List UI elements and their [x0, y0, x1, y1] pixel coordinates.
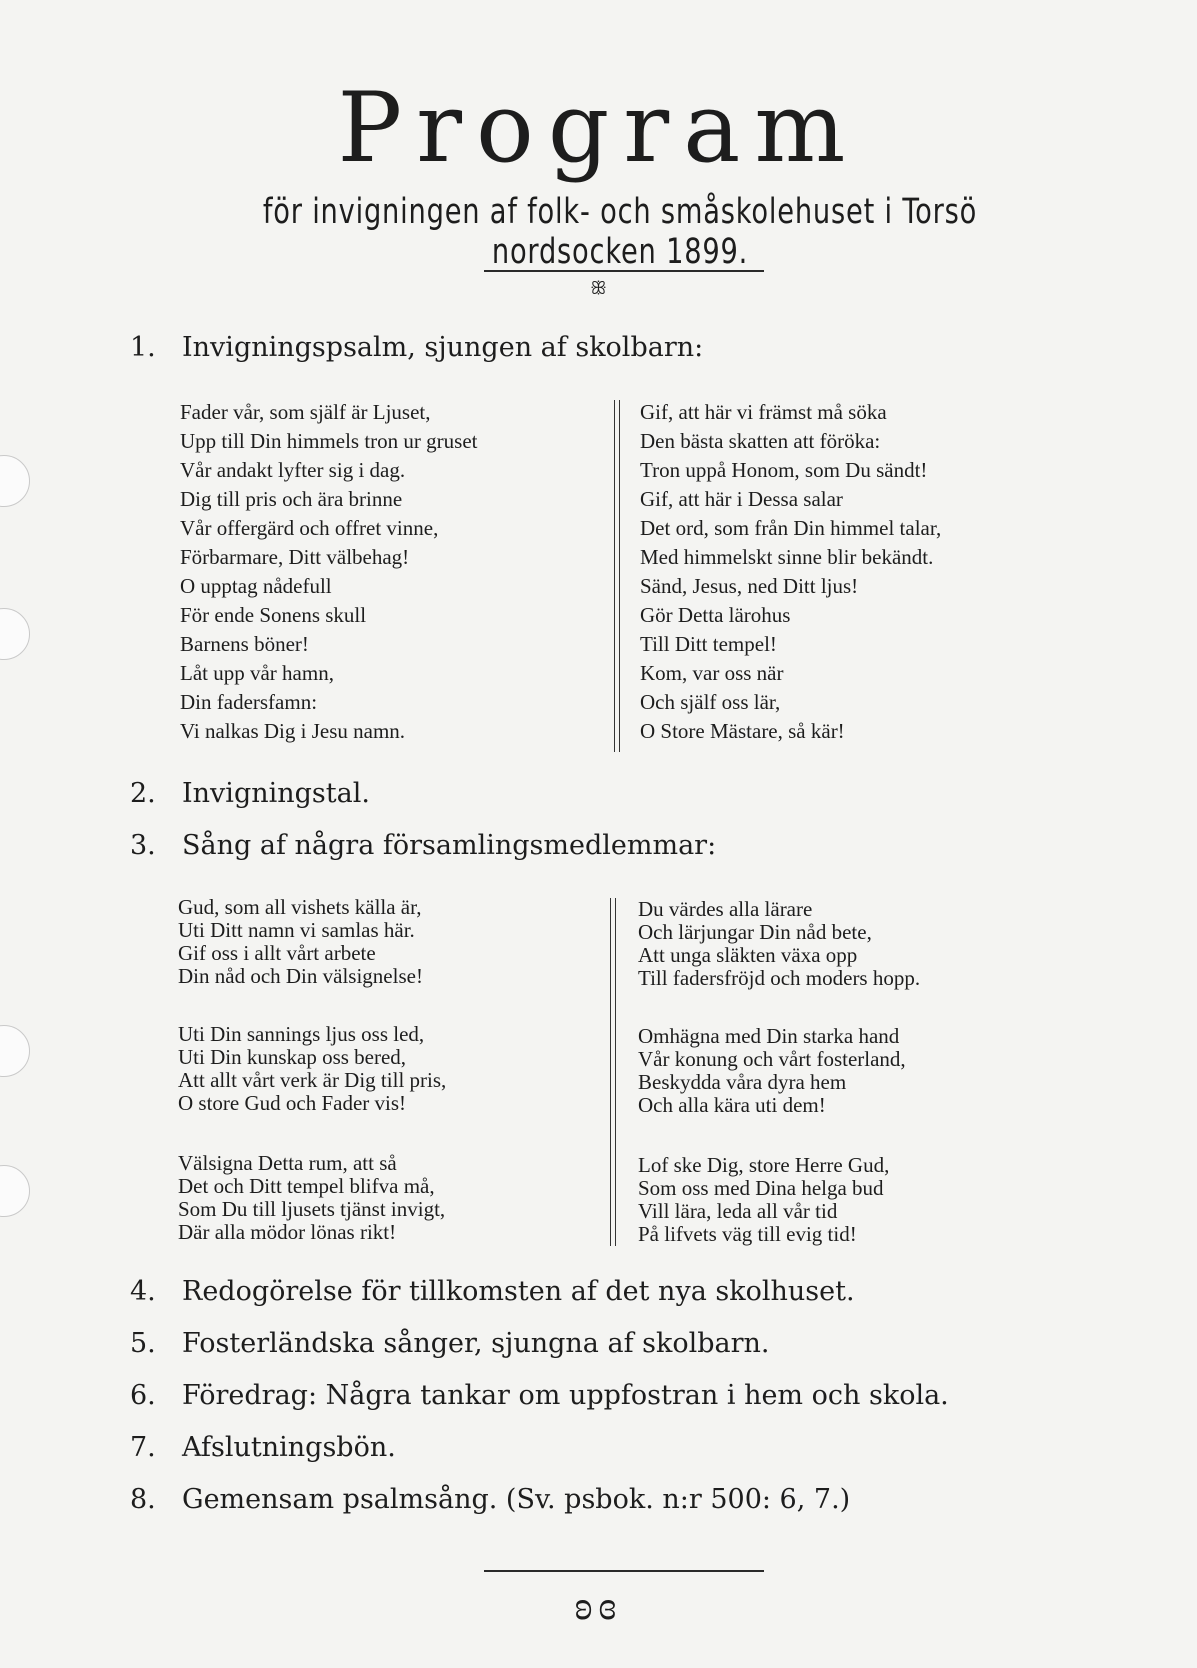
item-number: 8. — [130, 1484, 156, 1515]
song-stanza-right-1: Du värdes alla lärare Och lärjungar Din nåd bete, Att unga släkten växa opp Till fadersfröjd och moders hopp. — [638, 897, 921, 990]
item-text: Invigningstal. — [182, 778, 370, 809]
program-item-7 — [130, 1432, 396, 1463]
program-item-8 — [130, 1484, 850, 1515]
page-title: Program — [337, 72, 860, 184]
divider-rule — [484, 270, 764, 272]
item-text: Redogörelse för tillkomsten af det nya skolhuset. — [182, 1276, 855, 1307]
item-text: Afslutningsbön. — [182, 1432, 396, 1463]
program-item-4 — [130, 1276, 855, 1307]
item-text: Fosterländska sånger, sjungna af skolbarn. — [182, 1328, 770, 1359]
psalm-verse-left: Fader vår, som själf är Ljuset, Upp till Din himmels tron ur gruset Vår andakt lyfter sig i dag. Dig till pris och ära brinne Vår offergärd och offret vinne, Förbarmare, Ditt välbehag! O upptag nådefull För ende Sonens skull Barnens böner! Låt upp vår hamn, Din fadersfamn: Vi nalkas Dig i Jesu namn. — [180, 400, 478, 743]
punch-hole — [0, 608, 30, 660]
item-text: Invigningspsalm, sjungen af skolbarn: — [182, 332, 704, 363]
psalm-verse-right: Gif, att här vi främst må söka Den bästa skatten att föröka: Tron uppå Honom, som Du sändt! Gif, att här i Dessa salar Det ord, som från Din himmel talar, Med himmelskt sinne blir bekändt. Sänd, Jesus, ned Ditt ljus! Gör Detta lärohus Till Ditt tempel! Kom, var oss när Och själf oss lär, O Store Mästare, så kär! — [640, 400, 942, 743]
punch-hole — [0, 1165, 30, 1217]
column-divider — [610, 898, 616, 1246]
program-item-2 — [130, 778, 370, 809]
item-number: 4. — [130, 1276, 156, 1307]
item-text: Föredrag: Några tankar om uppfostran i hem och skola. — [182, 1380, 949, 1411]
page-subtitle: för invigningen af folk- och småskolehuset i Torsö nordsocken 1899. — [262, 192, 978, 272]
column-divider — [614, 400, 620, 752]
song-stanza-left-1: Gud, som all vishets källa är, Uti Ditt namn vi samlas här. Gif oss i allt vårt arbete Din nåd och Din välsignelse! — [178, 895, 423, 988]
bottom-ornament: ʚɞ — [574, 1583, 623, 1628]
song-stanza-left-3: Välsigna Detta rum, att så Det och Ditt tempel blifva må, Som Du till ljusets tjänst invigt, Där alla mödor lönas rikt! — [178, 1151, 446, 1244]
program-item-3 — [130, 830, 716, 861]
song-stanza-left-2: Uti Din sannings ljus oss led, Uti Din kunskap oss bered, Att allt vårt verk är Dig till pris, O store Gud och Fader vis! — [178, 1022, 447, 1115]
punch-hole — [0, 455, 30, 507]
punch-hole — [0, 1025, 30, 1077]
item-number: 7. — [130, 1432, 156, 1463]
small-ornament: ꕥ — [590, 278, 607, 298]
program-item-5 — [130, 1328, 770, 1359]
item-text: Sång af några församlingsmedlemmar: — [182, 830, 717, 861]
item-number: 5. — [130, 1328, 156, 1359]
song-stanza-right-3: Lof ske Dig, store Herre Gud, Som oss med Dina helga bud Vill lära, leda all vår tid På lifvets väg till evig tid! — [638, 1153, 890, 1246]
song-stanza-right-2: Omhägna med Din starka hand Vår konung och vårt fosterland, Beskydda våra dyra hem Och alla kära uti dem! — [638, 1024, 906, 1117]
item-text: Gemensam psalmsång. (Sv. psbok. n:r 500: 6, 7.) — [182, 1484, 851, 1515]
item-number: 3. — [130, 830, 156, 861]
item-number: 2. — [130, 778, 156, 809]
item-number: 6. — [130, 1380, 156, 1411]
program-item-1 — [130, 332, 703, 363]
program-item-6 — [130, 1380, 949, 1411]
item-number: 1. — [130, 332, 156, 363]
divider-rule — [484, 1570, 764, 1572]
